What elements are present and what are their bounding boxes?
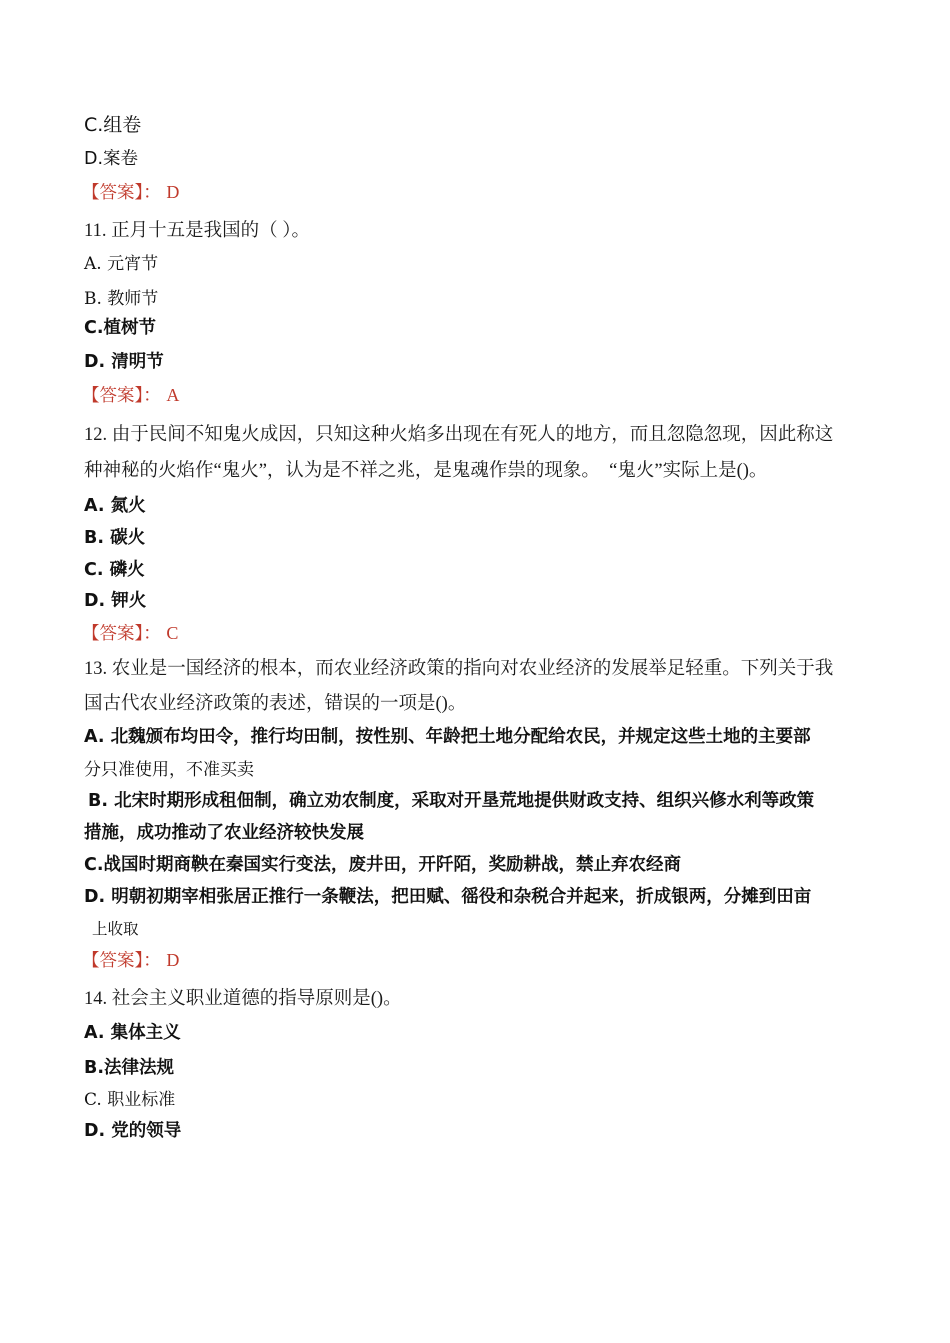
- q12-answer: [82, 624, 178, 644]
- q11-answer: [82, 386, 179, 406]
- q13-option-b-line2: 措施，成功推动了农业经济较快发展: [84, 823, 364, 843]
- q12-option-a: A. 氮火: [84, 496, 146, 516]
- q13-option-d-line2: 上收取: [92, 920, 139, 938]
- q11-option-a: A. 元宵节: [84, 254, 159, 274]
- q12-option-d: D. 钾火: [84, 591, 147, 611]
- q11-option-c: C.植树节: [84, 318, 156, 338]
- q14-stem: 14. 社会主义职业道德的指导原则是()。: [84, 989, 402, 1009]
- q13-option-a-line1: A. 北魏颁布均田令，推行均田制，按性别、年龄把土地分配给农民，并规定这些土地的主要部: [84, 727, 811, 747]
- answer-value: D: [166, 950, 180, 970]
- q11-stem: 11. 正月十五是我国的（ ）。: [84, 221, 310, 241]
- q13-option-c: C.战国时期商鞅在秦国实行变法，废井田，开阡陌，奖励耕战，禁止弃农经商: [84, 855, 681, 875]
- q14-option-a: A. 集体主义: [84, 1023, 181, 1043]
- q12-stem-line2: 种神秘的火焰作“鬼火”，认为是不祥之兆，是鬼魂作祟的现象。 “鬼火”实际上是()。: [84, 461, 768, 481]
- q13-option-a-line2: 分只准使用，不准买卖: [84, 760, 254, 780]
- answer-label: 【答案】：: [82, 951, 161, 971]
- answer-label: 【答案】：: [82, 386, 161, 406]
- q11-option-d: D. 清明节: [84, 352, 164, 372]
- q13-option-b-line1: B. 北宋时期形成租佃制，确立劝农制度，采取对开垦荒地提供财政支持、组织兴修水利等政策: [88, 791, 815, 811]
- q14-option-b: B.法律法规: [84, 1058, 174, 1078]
- answer-value: D: [166, 182, 180, 202]
- q12-option-c: C. 磷火: [84, 560, 145, 580]
- q12-stem-line1: 12. 由于民间不知鬼火成因，只知这种火焰多出现在有死人的地方，而且忽隐忽现，因此称这: [84, 425, 834, 445]
- q13-stem-line2: 国古代农业经济政策的表述，错误的一项是()。: [84, 694, 467, 714]
- answer-label: 【答案】：: [82, 624, 161, 644]
- q10-option-c: C.组卷: [84, 114, 142, 136]
- answer-value: C: [166, 623, 179, 643]
- q13-answer: [82, 951, 179, 971]
- q10-answer: [82, 183, 179, 203]
- q14-option-c: C. 职业标准: [84, 1090, 176, 1110]
- q13-stem-line1: 13. 农业是一国经济的根本，而农业经济政策的指向对农业经济的发展举足轻重。下列关于我: [84, 659, 834, 679]
- answer-value: A: [166, 385, 180, 405]
- q10-option-d: D.案卷: [84, 149, 139, 169]
- q14-option-d: D. 党的领导: [84, 1121, 182, 1141]
- q11-option-b: B. 教师节: [84, 289, 159, 309]
- q13-option-d-line1: D. 明朝初期宰相张居正推行一条鞭法，把田赋、徭役和杂税合并起来，折成银两，分摊到田亩: [84, 887, 812, 907]
- q12-option-b: B. 碳火: [84, 528, 146, 548]
- answer-label: 【答案】：: [82, 183, 161, 203]
